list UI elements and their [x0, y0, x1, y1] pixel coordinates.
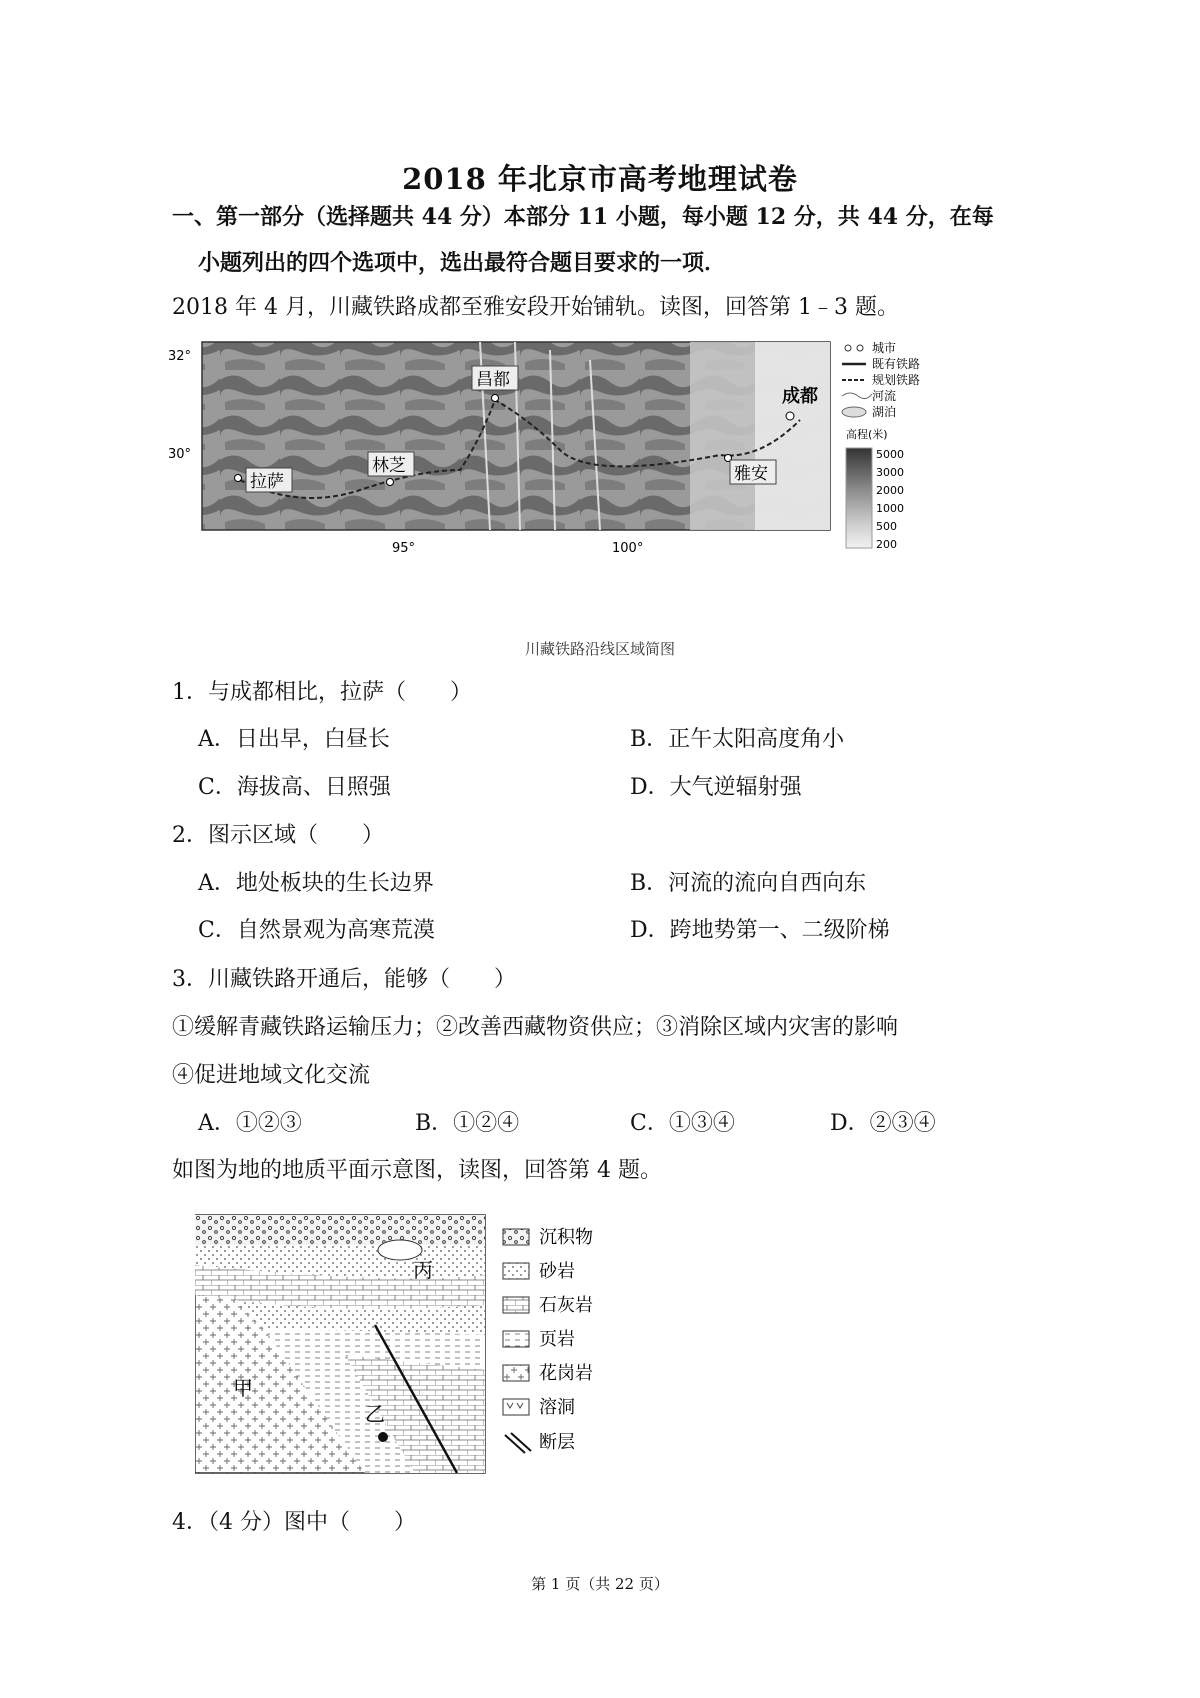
city-qamdo: 昌都 — [476, 370, 510, 390]
q3-option-c: C．①③④ — [630, 1111, 735, 1136]
q1-option-c: C．海拔高、日照强 — [198, 775, 391, 800]
svg-text:石灰岩: 石灰岩 — [539, 1295, 593, 1316]
q1-option-b: B．正午太阳高度角小 — [630, 727, 845, 752]
city-marker-nyingchi — [387, 479, 394, 486]
svg-text:高程(米): 高程(米) — [846, 428, 888, 441]
svg-text:溶洞: 溶洞 — [539, 1397, 575, 1418]
label-jia: 甲 — [233, 1376, 253, 1400]
lat-label-30: 30° — [168, 447, 192, 462]
city-marker-chengdu — [786, 412, 794, 420]
section-heading-line1: 一、第一部分（选择题共 44 分）本部分 11 小题，每小题 12 分，共 44 分，在每 — [172, 204, 994, 230]
svg-text:200: 200 — [876, 538, 897, 551]
svg-text:湖泊: 湖泊 — [872, 405, 897, 419]
svg-text:既有铁路: 既有铁路 — [872, 357, 921, 371]
q1-option-d: D．大气逆辐射强 — [630, 775, 802, 800]
geology-diagram — [195, 1205, 695, 1480]
q1-option-a: A．日出早，白昼长 — [198, 727, 390, 752]
intro-text-2: 如图为地的地质平面示意图，读图，回答第 4 题。 — [172, 1158, 662, 1183]
city-marker-qamdo — [492, 395, 499, 402]
svg-text:2000: 2000 — [876, 484, 904, 497]
section-heading-line2: 小题列出的四个选项中，选出最符合题目要求的一项． — [198, 250, 727, 276]
lon-label-100: 100° — [612, 541, 644, 556]
q3-statement-line2: ④促进地域文化交流 — [172, 1063, 371, 1088]
label-bing: 丙 — [413, 1258, 433, 1282]
geology-legend — [503, 1227, 593, 1453]
map-caption: 川藏铁路沿线区域简图 — [524, 640, 675, 658]
city-lhasa: 拉萨 — [250, 472, 284, 492]
svg-text:沉积物: 沉积物 — [539, 1227, 593, 1248]
svg-text:规划铁路: 规划铁路 — [872, 373, 921, 387]
q2-option-d: D．跨地势第一、二级阶梯 — [630, 918, 890, 943]
svg-text:500: 500 — [876, 520, 897, 533]
q3-option-b: B．①②④ — [415, 1111, 520, 1136]
svg-text:5000: 5000 — [876, 448, 904, 461]
lon-label-95: 95° — [392, 541, 416, 556]
svg-text:断层: 断层 — [539, 1432, 575, 1453]
q1-stem: 1．与成都相比，拉萨（ ） — [172, 680, 472, 705]
map-legend — [842, 341, 920, 551]
q2-option-c: C．自然景观为高寒荒漠 — [198, 918, 435, 943]
q2-option-b: B．河流的流向自西向东 — [630, 871, 867, 896]
lat-label-32: 32° — [168, 349, 192, 364]
svg-text:城市: 城市 — [872, 341, 897, 355]
q3-option-a: A．①②③ — [198, 1111, 302, 1136]
svg-text:3000: 3000 — [876, 466, 904, 479]
intro-text-1: 2018 年 4 月，川藏铁路成都至雅安段开始铺轨。读图，回答第 1﹣3 题。 — [172, 295, 899, 320]
svg-text:页岩: 页岩 — [539, 1329, 575, 1350]
svg-text:花岗岩: 花岗岩 — [539, 1363, 593, 1384]
city-yaan: 雅安 — [734, 464, 768, 484]
svg-text:砂岩: 砂岩 — [539, 1261, 575, 1282]
q3-stem: 3．川藏铁路开通后，能够（ ） — [172, 967, 516, 992]
svg-text:1000: 1000 — [876, 502, 904, 515]
q2-stem: 2．图示区域（ ） — [172, 823, 384, 848]
q3-statement-line1: ①缓解青藏铁路运输压力；②改善西藏物资供应；③消除区域内灾害的影响 — [172, 1015, 899, 1040]
svg-text:河流: 河流 — [872, 389, 897, 403]
city-nyingchi: 林芝 — [372, 456, 406, 476]
page-title: 2018 年北京市高考地理试卷 — [402, 162, 798, 196]
city-marker-lhasa — [235, 475, 242, 482]
city-chengdu: 成都 — [782, 386, 818, 407]
page-footer: 第 1 页（共 22 页） — [531, 1575, 669, 1593]
q3-option-d: D．②③④ — [830, 1111, 936, 1136]
railway-map — [160, 330, 960, 600]
q4-stem: 4．（4 分）图中（ ） — [172, 1510, 416, 1535]
q2-option-a: A．地处板块的生长边界 — [198, 871, 434, 896]
label-yi: 乙 — [365, 1402, 385, 1426]
